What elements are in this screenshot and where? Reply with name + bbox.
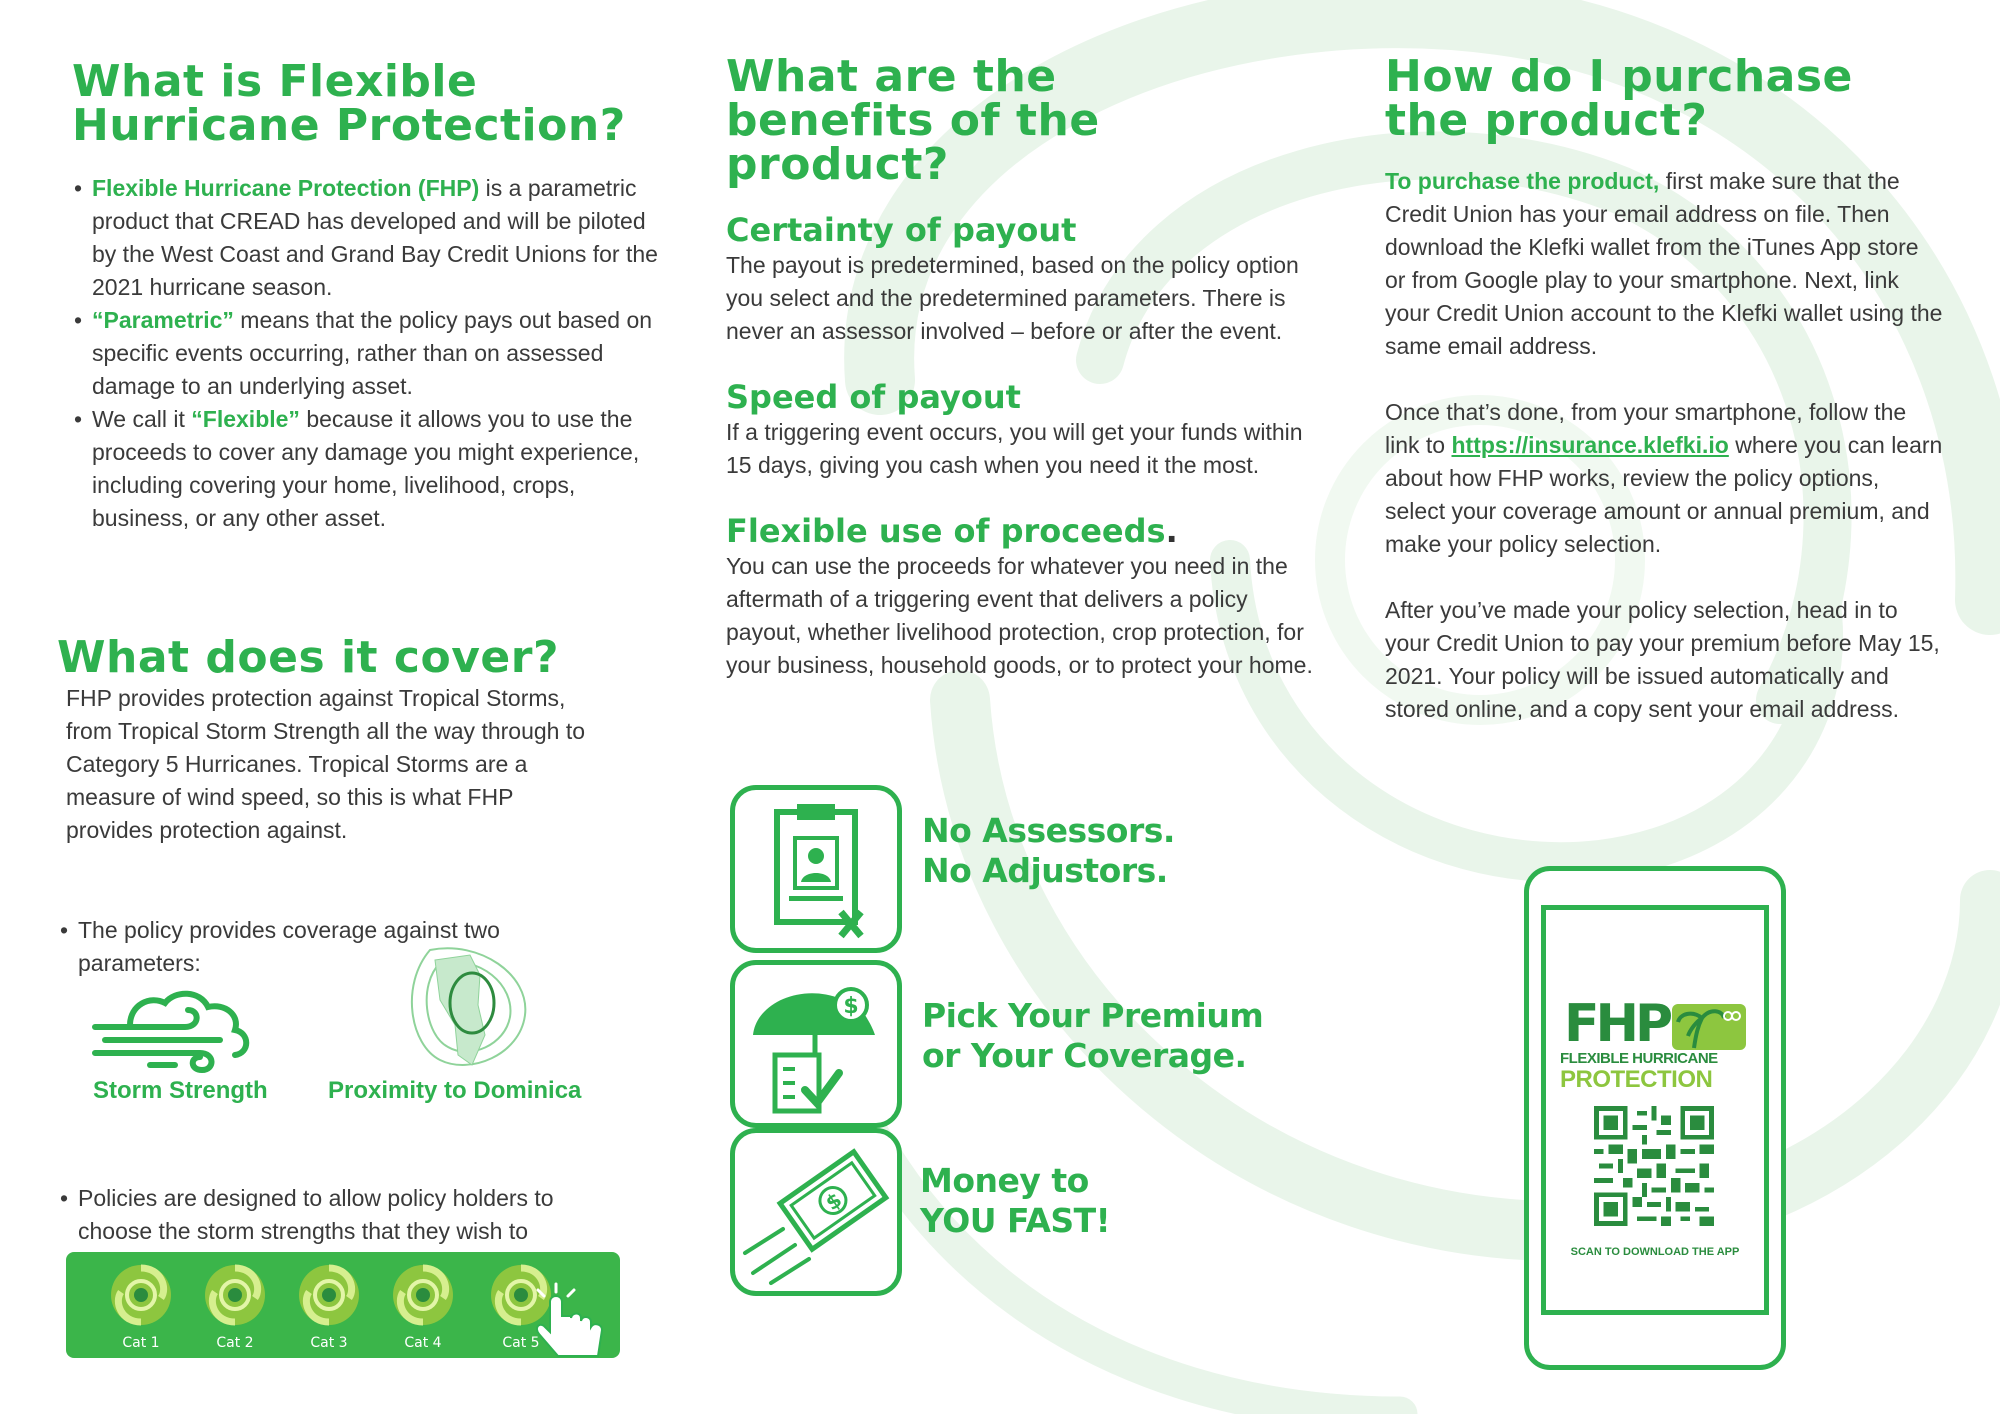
column-purchase — [1385, 51, 1945, 726]
choose-strengths-bullet: • Policies are designed to allow policy holders to choose the storm strengths that they wish to — [58, 1182, 598, 1281]
heading-purchase: How do I purchase the product? — [1385, 51, 1853, 146]
icon-box-money-fast — [730, 1128, 902, 1296]
purchase-step-3: After you’ve made your policy selection, head in to your Credit Union to pay your premium before May 15, 2021. Your policy will be issued automatically and stored online, and a copy sent your email address. — [1385, 597, 1940, 722]
bullet-flexible: • We call it “Flexible” because it allows you to use the proceeds to cover any damage you might experience, including covering your home, livelihood, crops, business, or any other asset. — [72, 403, 672, 535]
subheading-speed: Speed of payout — [726, 378, 1021, 416]
category-3[interactable]: Cat 3 — [294, 1260, 364, 1351]
category-5[interactable]: Cat 5 — [486, 1260, 556, 1351]
icon-box-pick-premium — [730, 960, 902, 1128]
qr-code[interactable] — [1594, 1106, 1714, 1226]
svg-text:$: $ — [843, 994, 859, 1019]
heading-benefits: What are the benefits of the product? — [726, 51, 1100, 190]
flexible-use-text: You can use the proceeds for whatever you need in the aftermath of a triggering event that delivers a policy payout, whether livelihood protection, crop protection, for your business, household goods, or to protect your home. — [726, 553, 1313, 678]
feature-money-fast: Money to YOU FAST! — [920, 1161, 1111, 1240]
purchase-step-2: Once that’s done, from your smartphone, follow the link to https://insurance.klefki.io where you can learn about how FHP works, review the policy options, select your coverage amount or annual premium, and make your policy selection. — [1385, 399, 1943, 557]
icon-box-no-assessors — [730, 785, 902, 953]
category-4[interactable]: Cat 4 — [388, 1260, 458, 1351]
bullet-parametric: • “Parametric” means that the policy pays out based on specific events occurring, rather than on assessed damage to an underlying asset. — [72, 304, 672, 403]
category-1[interactable]: Cat 1 — [106, 1260, 176, 1351]
pointing-hand-icon — [536, 1282, 606, 1360]
scan-instruction: SCAN TO DOWNLOAD THE APP — [1570, 1246, 1740, 1258]
hurricane-icon — [294, 1260, 364, 1330]
phone-screen — [1541, 905, 1769, 1315]
fhp-bullet-list — [72, 172, 672, 535]
svg-text:$: $ — [820, 1187, 847, 1216]
hurricane-icon — [388, 1260, 458, 1330]
parameters-bullet: • The policy provides coverage against two parameters: — [58, 914, 578, 980]
cover-description: FHP provides protection against Tropical Storms, from Tropical Storm Strength all the way through to Category 5 Hurricanes. Tropical Storms are a measure of wind speed, so this is what FHP provides protection against. — [66, 685, 586, 843]
param-storm-strength: Storm Strength — [93, 1077, 268, 1104]
heading-what-is-fhp: What is Flexible Hurricane Protection? — [72, 56, 626, 151]
fhp-logo: FHP FLEXIBLE HURRICANE PROTECTION — [1560, 1004, 1750, 1094]
bullet-fhp-definition: • Flexible Hurricane Protection (FHP) is a parametric product that CREAD has developed and will be piloted by the West Coast and Grand Bay Credit Unions for the 2021 hurricane season. — [72, 172, 672, 304]
dominica-map-icon — [400, 945, 535, 1075]
umbrella-money-icon — [735, 965, 897, 1123]
feature-pick-premium: Pick Your Premium or Your Coverage. — [922, 996, 1264, 1075]
speed-text: If a triggering event occurs, you will get your funds within 15 days, giving you cash when you need it the most. — [726, 419, 1303, 478]
wind-cloud-icon — [90, 985, 260, 1075]
clipboard-person-icon — [735, 790, 897, 948]
feature-no-assessors: No Assessors. No Adjustors. — [922, 811, 1175, 890]
klefki-insurance-link[interactable]: https://insurance.klefki.io — [1451, 432, 1729, 458]
palm-logo-icon — [1672, 1004, 1746, 1050]
purchase-step-1: To purchase the product, first make sure that the Credit Union has your email address on file. Then download the Klefki wallet from the iTunes App store or from Google play to your smartphone. Next, link your Credit Union account to the Klefki wallet using the same email address. — [1385, 168, 1943, 359]
flying-money-icon — [735, 1133, 897, 1291]
category-bar — [66, 1252, 620, 1358]
param-proximity-dominica: Proximity to Dominica — [328, 1077, 582, 1104]
column-benefits — [726, 51, 1326, 682]
hurricane-icon — [106, 1260, 176, 1330]
category-2[interactable]: Cat 2 — [200, 1260, 270, 1351]
column-what-is-fhp — [72, 56, 672, 535]
certainty-text: The payout is predetermined, based on the policy option you select and the predetermined parameters. There is never an assessor involved – before or after the event. — [726, 252, 1299, 344]
subheading-certainty: Certainty of payout — [726, 211, 1077, 249]
heading-what-does-it-cover: What does it cover? — [57, 632, 559, 683]
hurricane-icon — [200, 1260, 270, 1330]
phone-mockup — [1524, 866, 1786, 1370]
subheading-flexible-use: Flexible use of proceeds. — [726, 512, 1178, 550]
